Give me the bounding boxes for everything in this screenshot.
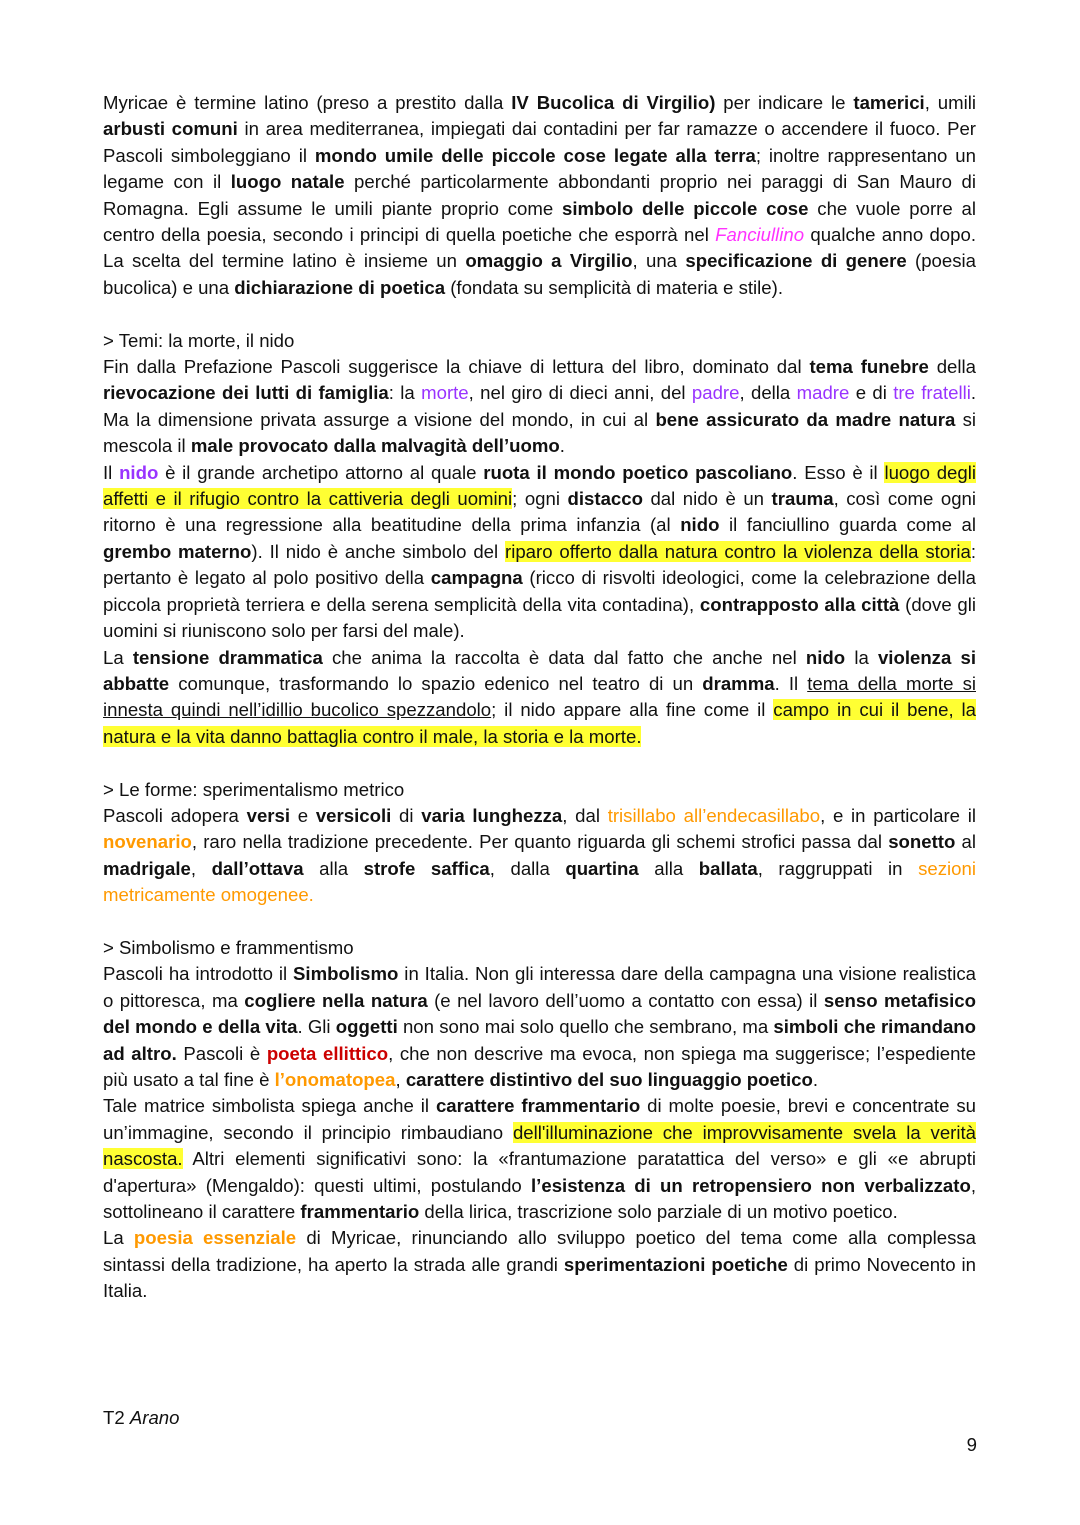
text-run: Pascoli adopera <box>103 804 247 826</box>
text-run: (e nel lavoro dell’uomo a contatto con essa) il <box>427 989 824 1011</box>
text-run: comunque, trasformando lo spazio edenico nel teatro di un <box>169 672 703 694</box>
text-run: ; inoltre rappresentano un legame con il <box>103 144 976 193</box>
text-run: (dove gli uomini si riuniscono solo per farsi del male). <box>103 593 976 642</box>
text-run: ; ogni <box>512 488 568 510</box>
text-run: in Italia. Non gli interessa dare della campagna una visione realistica o pittoresca, ma <box>103 963 976 1011</box>
text-run: , nel giro di dieci anni, del <box>468 382 692 404</box>
text-run: qualche anno dopo. La scelta del termine latino è insieme un <box>103 224 976 272</box>
paragraph-tensione <box>103 645 976 751</box>
bold-term: dall’ottava <box>211 857 304 879</box>
text-run: (ricco di risvolti ideologici, come la celebrazione della piccola proprietà terriera e della serena semplicità della vita contadina), <box>103 567 976 615</box>
bold-term: arbusti comuni <box>103 118 238 140</box>
bold-term: omaggio a Virgilio <box>465 250 633 272</box>
bold-term: carattere frammentario <box>435 1095 641 1117</box>
magenta-title: Fanciullino <box>715 224 805 246</box>
text-run: : pertanto è legato al polo positivo della <box>103 540 976 589</box>
bold-term: grembo materno <box>103 540 252 562</box>
highlighted-text: dell'illuminazione che improvvisamente svela la verità nascosta. <box>103 1121 976 1170</box>
text-run: di Myricae, rinunciando allo sviluppo poetico del tema come alla complessa sintassi della tradizione, ha aperto la strada alle grandi <box>103 1227 976 1275</box>
bold-term: carattere distintivo del suo linguaggio poetico <box>405 1068 813 1090</box>
bold-term: nido <box>805 646 846 668</box>
text-run: il fanciullino guarda come al <box>719 514 976 536</box>
text-run: La <box>103 646 133 668</box>
text-run: di molte poesie, brevi e concentrate su un’immagine, secondo il principio rimbaudiano <box>103 1095 976 1143</box>
text-run: , e in particolare il <box>820 804 976 826</box>
bold-term: simbolo delle piccole cose <box>561 197 809 219</box>
text-run: , <box>190 857 212 879</box>
bold-term: ballata <box>698 857 758 879</box>
text-run: Altri elementi significativi sono: la «frantumazione paratattica del verso» e gli «e abrupti d'apertura» (Mengaldo): questi ultimi, postulando <box>103 1148 976 1196</box>
text-run: dal nido è un <box>642 488 772 510</box>
orange-bold-term: poesia essenziale <box>133 1227 297 1249</box>
purple-term: padre <box>691 382 740 404</box>
bold-term: quartina <box>565 857 639 879</box>
bold-term: bene assicurato da madre natura <box>655 408 956 430</box>
text-run: . Esso è il <box>792 461 885 483</box>
bold-term: Simbolismo <box>293 963 399 985</box>
bold-term: strofe saffica <box>363 857 490 879</box>
bold-term: dichiarazione di poetica <box>234 276 446 298</box>
purple-bold-term: nido <box>119 461 159 483</box>
bold-term: ruota il mondo poetico pascoliano <box>483 461 793 483</box>
text-run: che anima la raccolta è data dal fatto che anche nel <box>322 646 806 668</box>
purple-term: madre <box>796 382 850 404</box>
bold-term: madrigale <box>103 857 191 879</box>
text-run: La <box>103 1227 134 1249</box>
text-run: . Ma la dimensione privata assurge a visione del mondo, in cui al <box>103 382 977 430</box>
text-run: , umili <box>924 92 976 113</box>
bold-term: frammentario <box>300 1201 420 1223</box>
text-run: della <box>928 356 976 378</box>
text-run: , che non descrive ma evoca, non spiega ma suggerisce; l’espediente più usato a tal fine è <box>103 1042 977 1090</box>
text-run: , <box>395 1068 406 1090</box>
text-run: Tale matrice simbolista spiega anche il <box>103 1095 436 1117</box>
text-run: di primo Novecento in Italia. <box>103 1253 977 1302</box>
bold-term: sonetto <box>888 831 956 853</box>
bold-term: contrapposto alla città <box>699 593 900 615</box>
text-run: , raggruppati in <box>757 857 919 879</box>
bold-term: cogliere nella natura <box>244 989 428 1011</box>
text-run: . Gli <box>297 1016 336 1038</box>
text-run: per indicare le <box>715 92 854 113</box>
document-page <box>103 90 976 1305</box>
text-run: al <box>955 831 976 853</box>
text-run: Myricae è termine latino (preso a prestito dalla <box>103 92 512 113</box>
text-run: . <box>559 435 565 457</box>
orange-bold-term: novenario <box>103 831 192 853</box>
paragraph-metrica <box>103 803 976 909</box>
bold-term: tensione drammatica <box>132 646 323 668</box>
text-run: la <box>845 646 878 668</box>
text-run: alla <box>638 857 699 879</box>
text-run: ). Il nido è anche simbolo del <box>251 540 506 562</box>
section-heading-simbolismo: > Simbolismo e frammentismo <box>103 936 354 958</box>
paragraph-gap <box>103 301 976 327</box>
text-run: Pascoli ha introdotto il <box>103 963 294 985</box>
bold-term: luogo natale <box>230 171 345 193</box>
footer-label: T2 <box>103 1407 125 1428</box>
underlined-text: tema della morte si innesta quindi nell’idillio bucolico spezzandolo <box>103 672 976 721</box>
orange-bold-term: l’onomatopea <box>274 1068 396 1090</box>
text-run: Il <box>103 461 120 483</box>
text-run: Pascoli è <box>176 1042 267 1064</box>
bold-term: versicoli <box>315 804 392 826</box>
text-run: (poesia bucolica) e una <box>103 250 976 298</box>
paragraph-simbolismo <box>103 961 976 1093</box>
paragraph-poesia-essenziale <box>103 1225 976 1304</box>
paragraph-nido <box>103 460 976 645</box>
text-run: e di <box>849 382 894 404</box>
bold-term: tamerici <box>853 92 925 113</box>
section-heading-temi: > Temi: la morte, il nido <box>103 329 295 351</box>
bold-term: mondo umile delle piccole cose legate alla terra <box>314 144 756 166</box>
bold-term: specificazione di genere <box>685 250 907 272</box>
text-run: , così come ogni ritorno è una regressione alla beatitudine della prima infanzia (al <box>103 488 977 536</box>
text-run: della lirica, trascrizione solo parziale di un motivo poetico. <box>419 1201 898 1223</box>
paragraph-gap <box>103 750 976 776</box>
purple-term: morte <box>421 382 469 404</box>
text-run: e <box>290 804 316 826</box>
text-run: , dal <box>562 804 608 826</box>
text-run: alla <box>303 857 364 879</box>
text-run: perché particolarmente abbondanti proprio nei paraggi di San Mauro di Romagna. Egli assume le umili piante proprio come <box>103 171 976 219</box>
orange-term: trisillabo all’endecasillabo <box>607 804 821 826</box>
bold-term: simboli che rimandano ad altro. <box>103 1016 976 1064</box>
text-run: , dalla <box>489 857 566 879</box>
text-run: : la <box>388 382 422 404</box>
bold-term: nido <box>680 514 720 536</box>
text-run: si mescola il <box>103 408 977 457</box>
bold-term: trauma <box>771 488 834 510</box>
orange-term: sezioni metricamente omogenee. <box>103 857 976 906</box>
text-run: , una <box>632 250 686 272</box>
footer-source <box>103 1407 180 1429</box>
bold-term: l’esistenza di un retropensiero non verbalizzato <box>531 1174 971 1196</box>
highlighted-text: riparo offerto dalla natura contro la violenza della storia <box>505 540 971 562</box>
text-run: Fin dalla Prefazione Pascoli suggerisce la chiave di lettura del libro, dominato dal <box>103 356 810 378</box>
text-run: è il grande archetipo attorno al quale <box>158 461 484 483</box>
text-run: , della <box>739 382 797 404</box>
text-run: . <box>812 1068 819 1090</box>
bold-term: IV Bucolica di Virgilio) <box>511 92 716 113</box>
bold-term: sperimentazioni poetiche <box>563 1253 788 1275</box>
footer-author: Arano <box>129 1407 180 1428</box>
page-number: 9 <box>966 1434 977 1455</box>
bold-term: male provocato dalla malvagità dell’uomo <box>190 435 560 457</box>
bold-term: tema funebre <box>809 356 929 378</box>
text-run: che vuole porre al centro della poesia, secondo i principi di quella poetiche che esporrà nel <box>103 197 976 246</box>
bold-term: senso metafisico del mondo e della vita <box>103 989 977 1038</box>
bold-term: campagna <box>430 567 523 589</box>
bold-term: rievocazione dei lutti di famiglia <box>103 382 389 404</box>
text-run: di <box>391 804 422 826</box>
text-run: , sottolineano il carattere <box>103 1174 976 1223</box>
text-run: in area mediterranea, impiegati dai contadini per far ramazze o accendere il fuoco. Per Pascoli simboleggiano il <box>103 118 976 166</box>
bold-term: varia lunghezza <box>421 804 563 826</box>
bold-term: dramma <box>702 672 775 694</box>
bold-term: oggetti <box>335 1016 398 1038</box>
paragraph-frammentismo <box>103 1093 976 1225</box>
red-bold-term: poeta ellittico <box>266 1042 389 1064</box>
text-run: non sono mai solo quello che sembrano, ma <box>397 1016 774 1038</box>
paragraph-prefazione <box>103 354 976 460</box>
purple-term: tre fratelli <box>893 382 971 404</box>
text-run: (fondata su semplicità di materia e stile). <box>445 276 783 298</box>
bold-term: violenza si abbatte <box>103 646 976 694</box>
text-run: . Il <box>774 672 808 694</box>
section-heading-forme: > Le forme: sperimentalismo metrico <box>103 778 405 800</box>
paragraph-gap <box>103 909 976 935</box>
highlighted-text: luogo degli affetti e il rifugio contro la cattiveria degli uomini <box>103 461 976 510</box>
bold-term: distacco <box>567 488 643 510</box>
text-run: ; il nido appare alla fine come il <box>491 699 774 721</box>
paragraph-myricae <box>103 90 976 301</box>
text-run: , raro nella tradizione precedente. Per quanto riguarda gli schemi strofici passa dal <box>191 831 889 853</box>
highlighted-text: campo in cui il bene, la natura e la vita danno battaglia contro il male, la storia e la morte. <box>103 699 976 747</box>
bold-term: versi <box>246 804 291 826</box>
